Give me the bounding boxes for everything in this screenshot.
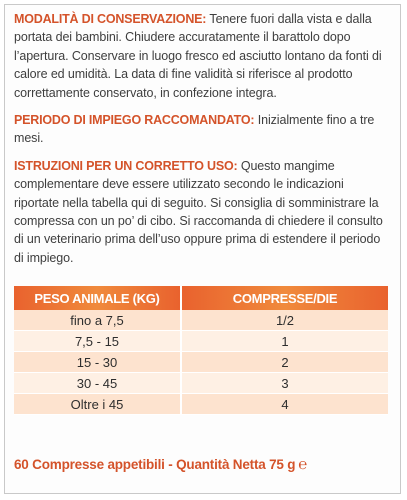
label-text — [14, 10, 388, 276]
weight-cell: 7,5 - 15 — [14, 331, 181, 352]
tablets-cell: 1/2 — [181, 310, 388, 331]
usage-period-heading: PERIODO DI IMPIEGO RACCOMANDATO: — [14, 113, 255, 128]
weight-cell: fino a 7,5 — [14, 310, 181, 331]
header-weight: PESO ANIMALE (KG) — [14, 286, 181, 310]
weight-cell: 30 - 45 — [14, 373, 181, 394]
table-row — [14, 373, 388, 394]
usage-period-section — [14, 111, 388, 148]
instructions-heading: ISTRUZIONI PER UN CORRETTO USO: — [14, 158, 238, 173]
storage-section — [14, 10, 388, 102]
table-row — [14, 394, 388, 415]
usage-period-text: Inizialmente fino a tre mesi. — [14, 113, 375, 146]
table-row — [14, 352, 388, 373]
storage-heading: MODALITÀ DI CONSERVAZIONE: — [14, 12, 207, 26]
dosage-table — [14, 286, 388, 415]
tablets-cell: 3 — [181, 373, 388, 394]
table-row — [14, 310, 388, 331]
instructions-text: Questo mangime complementare deve essere utilizzato secondo le indicazioni riportate nella tabella qui di seguito. Si consiglia di somministrare la compressa con un po’ di cibo. Si raccomanda di chiedere il consulto di un veterinario prima dell’uso oppure prima di estendere il periodo di impiego. — [14, 158, 383, 265]
header-tablets: COMPRESSE/DIE — [181, 286, 388, 310]
storage-text: Tenere fuori dalla vista e dalla portata dei bambini. Chiudere accuratamente il barattolo dopo l’apertura. Conservare in luogo fresco ed asciutto lontano da fonti di calore ed umidità. La data di fine validità si riferisce al prodotto correttamente conservato, in confezione integra. — [14, 12, 382, 100]
net-quantity-text: 60 Compresse appetibili - Quantità Netta 75 g — [14, 457, 296, 472]
weight-cell: Oltre i 45 — [14, 394, 181, 415]
tablets-cell: 2 — [181, 352, 388, 373]
estimated-sign-icon: ℮ — [298, 456, 308, 473]
tablets-cell: 1 — [181, 331, 388, 352]
net-quantity-footer — [14, 456, 388, 473]
tablets-cell: 4 — [181, 394, 388, 415]
weight-cell: 15 - 30 — [14, 352, 181, 373]
instructions-section — [14, 157, 388, 267]
table-header-row — [14, 286, 388, 310]
table-row — [14, 331, 388, 352]
